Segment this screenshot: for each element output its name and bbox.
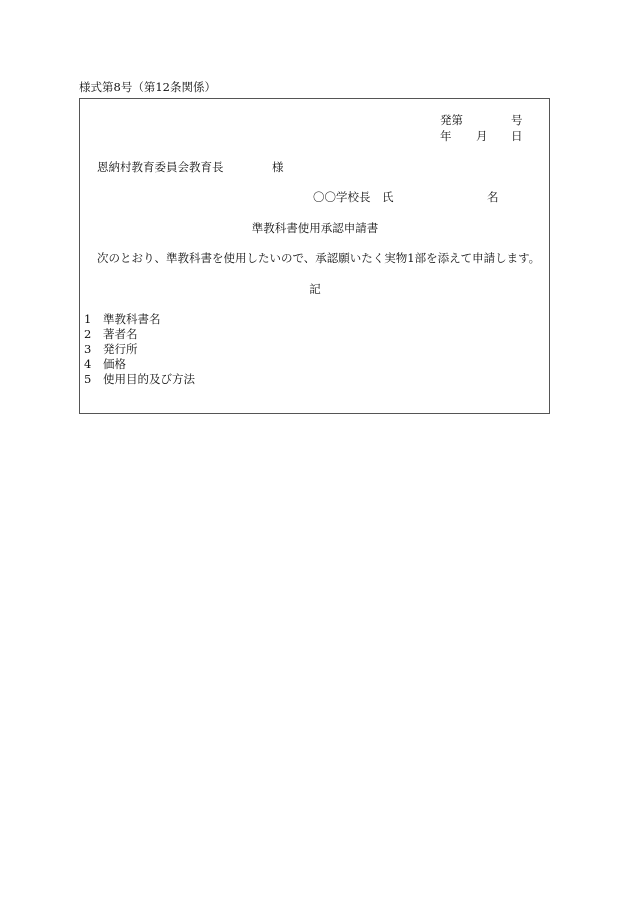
list-item	[84, 342, 138, 356]
item-number: 4	[84, 357, 92, 371]
date-year-label: 年	[440, 129, 452, 143]
list-item	[84, 372, 195, 386]
item-number: 2	[84, 327, 92, 341]
issue-number-suffix: 号	[511, 113, 523, 127]
list-item	[84, 312, 161, 326]
addressee: 恩納村教育委員会教育長	[97, 160, 224, 174]
item-number: 3	[84, 342, 92, 356]
item-label: 発行所	[103, 342, 138, 356]
item-label: 準教科書名	[103, 312, 161, 326]
body-text: 次のとおり、準教科書を使用したいので、承認願いたく実物1部を添えて申請します。	[97, 251, 541, 265]
item-label: 使用目的及び方法	[103, 372, 195, 386]
form-label: 様式第8号（第12条関係）	[79, 80, 216, 94]
item-number: 5	[84, 372, 92, 386]
item-number: 1	[84, 312, 92, 326]
issue-number-prefix: 発第	[440, 113, 463, 127]
list-item	[84, 357, 126, 371]
item-label: 著者名	[103, 327, 138, 341]
applicant: 〇〇学校長 氏	[313, 190, 394, 204]
date-day-label: 日	[511, 129, 523, 143]
list-item	[84, 327, 138, 341]
addressee-honorific: 様	[272, 160, 284, 174]
document-title: 準教科書使用承認申請書	[251, 221, 379, 235]
date-month-label: 月	[476, 129, 488, 143]
applicant-name-label: 名	[487, 190, 499, 204]
item-label: 価格	[103, 357, 126, 371]
ki-heading: 記	[309, 282, 321, 296]
